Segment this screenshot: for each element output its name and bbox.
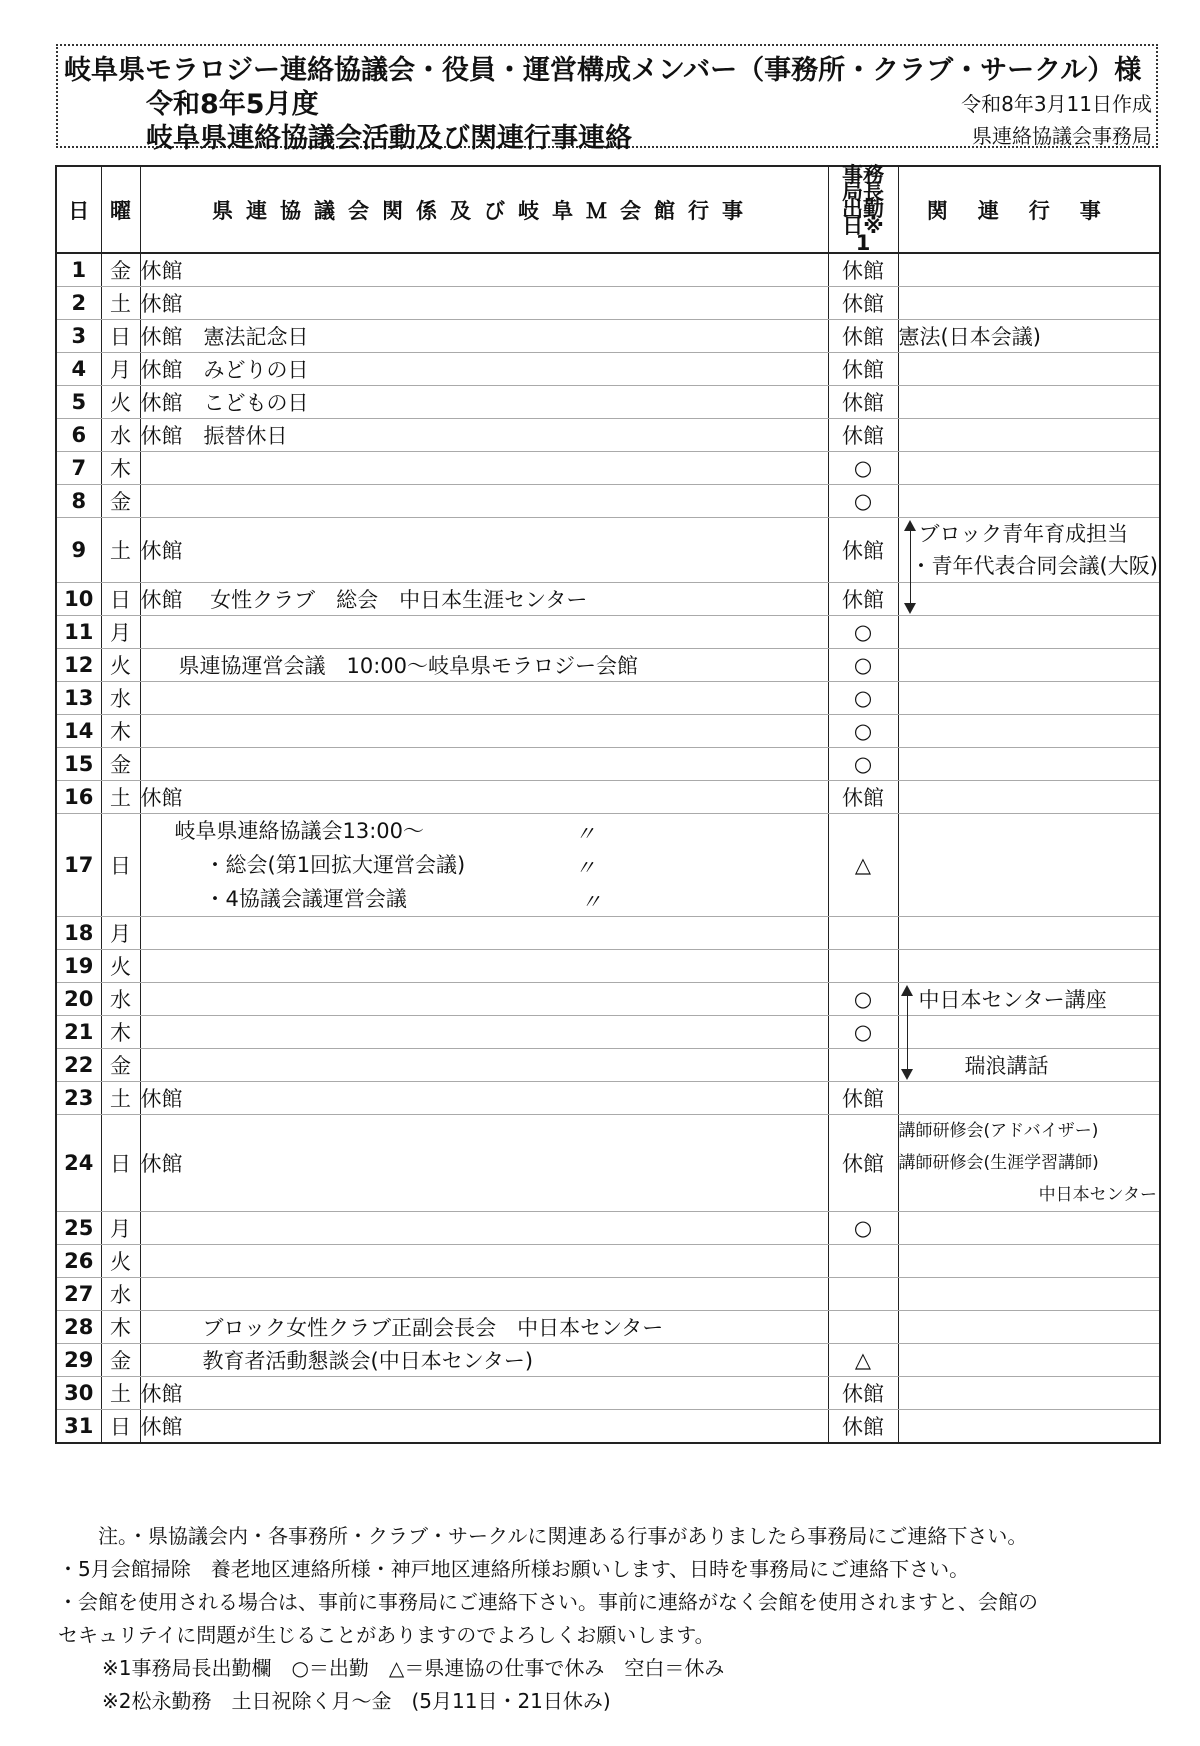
- schedule-table: [55, 165, 1161, 1444]
- header-chief-label: 事務局長出勤日※1: [842, 163, 884, 255]
- weekday-cell: 土: [101, 518, 140, 583]
- event-cell: [140, 1278, 828, 1311]
- event-cell: 休館 憲法記念日: [140, 320, 828, 353]
- weekday-cell: 木: [101, 452, 140, 485]
- table-row: [56, 950, 1160, 983]
- event-cell: [140, 983, 828, 1016]
- table-row: [56, 1311, 1160, 1344]
- arrow-down-icon: [901, 1069, 913, 1080]
- chief-attendance-cell: 休館: [828, 1082, 898, 1115]
- chief-attendance-cell: [828, 950, 898, 983]
- chief-attendance-cell: 休館: [828, 253, 898, 287]
- day-cell: 4: [56, 353, 101, 386]
- related-event-cell: [898, 1377, 1160, 1410]
- chief-attendance-cell: 休館: [828, 320, 898, 353]
- chief-attendance-cell: ○: [828, 649, 898, 682]
- note-security: セキュリテイに問題が生じることがありますのでよろしくお願いします。: [58, 1623, 715, 1647]
- related-event-cell: [898, 781, 1160, 814]
- weekday-cell: 木: [101, 1016, 140, 1049]
- day-cell: 25: [56, 1212, 101, 1245]
- related-event-cell: [898, 1344, 1160, 1377]
- related-event-cell: [898, 1410, 1160, 1444]
- related-event-cell: [898, 419, 1160, 452]
- table-row: [56, 715, 1160, 748]
- table-row: [56, 1115, 1160, 1212]
- event-cell: 休館 振替休日: [140, 419, 828, 452]
- event-line: ・4協議会議運営会議: [204, 887, 407, 911]
- related-line: 講師研修会(生涯学習講師): [898, 1153, 1099, 1173]
- table-row: [56, 386, 1160, 419]
- table-row: [56, 781, 1160, 814]
- weekday-cell: 木: [101, 1311, 140, 1344]
- event-cell: [140, 715, 828, 748]
- chief-attendance-cell: [828, 1311, 898, 1344]
- table-row: [56, 1377, 1160, 1410]
- table-row: [56, 1016, 1160, 1049]
- header-events: 県連協議会関係及び岐阜Ｍ会館行事: [140, 166, 828, 253]
- day-cell: 12: [56, 649, 101, 682]
- event-cell: [140, 950, 828, 983]
- note-contact: 注。・県協議会内・各事務所・クラブ・サークルに関連ある行事がありましたら事務局にご連絡下さい。: [98, 1524, 1028, 1548]
- weekday-cell: 土: [101, 287, 140, 320]
- chief-attendance-cell: 休館: [828, 1377, 898, 1410]
- chief-attendance-cell: ○: [828, 748, 898, 781]
- day-cell: 17: [56, 814, 101, 917]
- table-row: [56, 452, 1160, 485]
- related-event-cell: [898, 649, 1160, 682]
- event-cell: ブロック女性クラブ正副会長会 中日本センター: [140, 1311, 828, 1344]
- chief-attendance-cell: [828, 1245, 898, 1278]
- related-event-cell: [898, 386, 1160, 419]
- day-cell: 30: [56, 1377, 101, 1410]
- related-event-cell: [898, 1212, 1160, 1245]
- document-subtitle: 岐阜県連絡協議会活動及び関連行事連絡: [146, 123, 632, 154]
- table-row: [56, 1278, 1160, 1311]
- table-row: [56, 682, 1160, 715]
- related-event-cell: [898, 748, 1160, 781]
- event-cell: [140, 616, 828, 649]
- event-cell: 休館: [140, 287, 828, 320]
- day-cell: 5: [56, 386, 101, 419]
- chief-attendance-cell: [828, 917, 898, 950]
- day-cell: 16: [56, 781, 101, 814]
- related-event-cell: 憲法(日本会議): [898, 320, 1160, 353]
- document-header: [56, 44, 1158, 154]
- day-cell: 18: [56, 917, 101, 950]
- chief-attendance-cell: ○: [828, 715, 898, 748]
- chief-attendance-cell: 休館: [828, 287, 898, 320]
- weekday-cell: 金: [101, 485, 140, 518]
- event-cell: [140, 1245, 828, 1278]
- event-cell: [140, 814, 828, 917]
- table-row: [56, 1344, 1160, 1377]
- event-cell: 休館: [140, 253, 828, 287]
- table-row: [56, 1212, 1160, 1245]
- table-row: [56, 983, 1160, 1016]
- related-line: 中日本センター: [1038, 1185, 1157, 1205]
- weekday-cell: 土: [101, 1377, 140, 1410]
- table-row: [56, 518, 1160, 583]
- chief-attendance-cell: ○: [828, 682, 898, 715]
- chief-attendance-cell: ○: [828, 1016, 898, 1049]
- event-cell: [140, 1049, 828, 1082]
- ditto-mark: 〃: [574, 856, 596, 880]
- table-row: [56, 748, 1160, 781]
- related-event-cell: [898, 452, 1160, 485]
- day-cell: 8: [56, 485, 101, 518]
- related-event-cell: [898, 287, 1160, 320]
- weekday-cell: 水: [101, 682, 140, 715]
- related-line: 講師研修会(アドバイザー): [898, 1121, 1099, 1141]
- related-event-cell: [898, 1016, 1160, 1049]
- event-cell: [140, 917, 828, 950]
- day-cell: 21: [56, 1016, 101, 1049]
- chief-attendance-cell: [828, 1049, 898, 1082]
- issuing-office: 県連絡協議会事務局: [972, 124, 1152, 148]
- event-cell: 休館 みどりの日: [140, 353, 828, 386]
- arrow-up-icon: [904, 520, 916, 531]
- event-line: ・総会(第1回拡大運営会議): [204, 853, 466, 877]
- table-row: [56, 253, 1160, 287]
- table-row: [56, 1410, 1160, 1444]
- related-event-cell: [898, 1245, 1160, 1278]
- note-attendance-legend: ※1事務局長出勤欄 ○＝出勤 △＝県連協の仕事で休み 空白＝休み: [102, 1656, 725, 1680]
- day-cell: 13: [56, 682, 101, 715]
- day-cell: 24: [56, 1115, 101, 1212]
- day-cell: 11: [56, 616, 101, 649]
- related-event-cell: [898, 253, 1160, 287]
- day-cell: 31: [56, 1410, 101, 1444]
- related-event-cell: [898, 485, 1160, 518]
- chief-attendance-cell: △: [828, 814, 898, 917]
- event-cell: 休館 こどもの日: [140, 386, 828, 419]
- day-cell: 20: [56, 983, 101, 1016]
- weekday-cell: 火: [101, 386, 140, 419]
- day-cell: 26: [56, 1245, 101, 1278]
- chief-attendance-cell: 休館: [828, 386, 898, 419]
- arrow-down-icon: [904, 603, 916, 614]
- related-event-cell: [898, 1278, 1160, 1311]
- day-cell: 15: [56, 748, 101, 781]
- chief-attendance-cell: 休館: [828, 781, 898, 814]
- related-event-cell: [898, 1082, 1160, 1115]
- day-cell: 6: [56, 419, 101, 452]
- day-cell: 9: [56, 518, 101, 583]
- weekday-cell: 火: [101, 950, 140, 983]
- created-date: 令和8年3月11日作成: [961, 92, 1152, 116]
- event-cell: 休館 女性クラブ 総会 中日本生涯センター: [140, 583, 828, 616]
- table-row: [56, 583, 1160, 616]
- event-cell: [140, 748, 828, 781]
- weekday-cell: 日: [101, 814, 140, 917]
- related-event-cell: [898, 814, 1160, 917]
- day-cell: 7: [56, 452, 101, 485]
- event-cell: 休館: [140, 1115, 828, 1212]
- day-cell: 1: [56, 253, 101, 287]
- chief-attendance-cell: 休館: [828, 419, 898, 452]
- header-related: 関連行事: [898, 166, 1160, 253]
- chief-attendance-cell: [828, 1278, 898, 1311]
- chief-attendance-cell: 休館: [828, 583, 898, 616]
- note-usage: ・会館を使用される場合は、事前に事務局にご連絡下さい。事前に連絡がなく会館を使用されますと、会館の: [58, 1590, 1038, 1614]
- related-event-cell: [898, 353, 1160, 386]
- day-cell: 23: [56, 1082, 101, 1115]
- related-event-cell: [898, 583, 1160, 616]
- weekday-cell: 金: [101, 253, 140, 287]
- day-cell: 27: [56, 1278, 101, 1311]
- weekday-cell: 土: [101, 1082, 140, 1115]
- note-staff-schedule: ※2松永勤務 土日祝除く月～金 (5月11日・21日休み): [102, 1689, 611, 1713]
- day-cell: 14: [56, 715, 101, 748]
- chief-attendance-cell: 休館: [828, 1115, 898, 1212]
- chief-attendance-cell: 休館: [828, 353, 898, 386]
- event-cell: 休館: [140, 781, 828, 814]
- weekday-cell: 金: [101, 1049, 140, 1082]
- table-row: [56, 320, 1160, 353]
- event-cell: [140, 485, 828, 518]
- day-cell: 22: [56, 1049, 101, 1082]
- chief-attendance-cell: ○: [828, 616, 898, 649]
- related-line: ブロック青年育成担当: [918, 522, 1129, 546]
- weekday-cell: 月: [101, 353, 140, 386]
- weekday-cell: 土: [101, 781, 140, 814]
- chief-attendance-cell: 休館: [828, 1410, 898, 1444]
- weekday-cell: 金: [101, 748, 140, 781]
- table-row: [56, 353, 1160, 386]
- day-cell: 19: [56, 950, 101, 983]
- event-cell: 休館: [140, 1377, 828, 1410]
- related-event-cell: [898, 682, 1160, 715]
- chief-attendance-cell: ○: [828, 1212, 898, 1245]
- header-chief-attendance: [828, 163, 898, 255]
- related-event-cell: 中日本センター講座: [898, 983, 1160, 1016]
- related-line: ・青年代表合同会議(大阪): [910, 554, 1158, 578]
- related-event-cell: [898, 950, 1160, 983]
- related-event-cell: [898, 1311, 1160, 1344]
- notes-section: [58, 1520, 1158, 1718]
- event-cell: [140, 682, 828, 715]
- day-cell: 2: [56, 287, 101, 320]
- related-event-cell: [898, 518, 1160, 583]
- header-weekday: 曜: [101, 166, 140, 253]
- weekday-cell: 月: [101, 917, 140, 950]
- weekday-cell: 日: [101, 1115, 140, 1212]
- event-cell: 休館: [140, 1410, 828, 1444]
- date-range-arrow: [907, 987, 908, 1078]
- table-row: [56, 616, 1160, 649]
- related-event-cell: [898, 917, 1160, 950]
- weekday-cell: 月: [101, 1212, 140, 1245]
- chief-attendance-cell: ○: [828, 452, 898, 485]
- weekday-cell: 火: [101, 649, 140, 682]
- chief-attendance-cell: ○: [828, 983, 898, 1016]
- weekday-cell: 火: [101, 1245, 140, 1278]
- table-row: [56, 1082, 1160, 1115]
- table-header-row: [56, 166, 1160, 253]
- event-line: 岐阜県連絡協議会13:00～: [174, 819, 425, 843]
- event-cell: [140, 452, 828, 485]
- header-day: 日: [56, 166, 101, 253]
- event-cell: 教育者活動懇談会(中日本センター): [140, 1344, 828, 1377]
- weekday-cell: 日: [101, 1410, 140, 1444]
- table-row: [56, 814, 1160, 917]
- related-event-cell: 瑞浪講話: [898, 1049, 1160, 1082]
- event-cell: [140, 1016, 828, 1049]
- weekday-cell: 水: [101, 419, 140, 452]
- note-cleaning: ・5月会館掃除 養老地区連絡所様・神戸地区連絡所様お願いします、日時を事務局にご連絡下さい。: [58, 1557, 970, 1581]
- weekday-cell: 水: [101, 1278, 140, 1311]
- table-row: [56, 1049, 1160, 1082]
- event-cell: 県連協運営会議 10:00～岐阜県モラロジー会館: [140, 649, 828, 682]
- related-event-cell: [898, 616, 1160, 649]
- related-event-cell: [898, 715, 1160, 748]
- weekday-cell: 日: [101, 320, 140, 353]
- document-month: 令和8年5月度: [146, 89, 319, 120]
- weekday-cell: 水: [101, 983, 140, 1016]
- weekday-cell: 金: [101, 1344, 140, 1377]
- day-cell: 10: [56, 583, 101, 616]
- table-row: [56, 287, 1160, 320]
- event-cell: 休館: [140, 518, 828, 583]
- day-cell: 3: [56, 320, 101, 353]
- table-row: [56, 485, 1160, 518]
- event-cell: 休館: [140, 1082, 828, 1115]
- event-cell: [140, 1212, 828, 1245]
- day-cell: 29: [56, 1344, 101, 1377]
- table-row: [56, 419, 1160, 452]
- chief-attendance-cell: 休館: [828, 518, 898, 583]
- table-row: [56, 917, 1160, 950]
- weekday-cell: 木: [101, 715, 140, 748]
- document-title: 岐阜県モラロジー連絡協議会・役員・運営構成メンバー（事務所・クラブ・サークル）様: [64, 55, 1142, 86]
- chief-attendance-cell: △: [828, 1344, 898, 1377]
- table-row: [56, 1245, 1160, 1278]
- day-cell: 28: [56, 1311, 101, 1344]
- weekday-cell: 日: [101, 583, 140, 616]
- ditto-mark: 〃: [580, 890, 602, 914]
- table-row: [56, 649, 1160, 682]
- weekday-cell: 月: [101, 616, 140, 649]
- chief-attendance-cell: ○: [828, 485, 898, 518]
- date-range-arrow: [910, 522, 911, 612]
- ditto-mark: 〃: [574, 822, 596, 846]
- arrow-up-icon: [901, 985, 913, 996]
- related-event-cell: [898, 1115, 1160, 1212]
